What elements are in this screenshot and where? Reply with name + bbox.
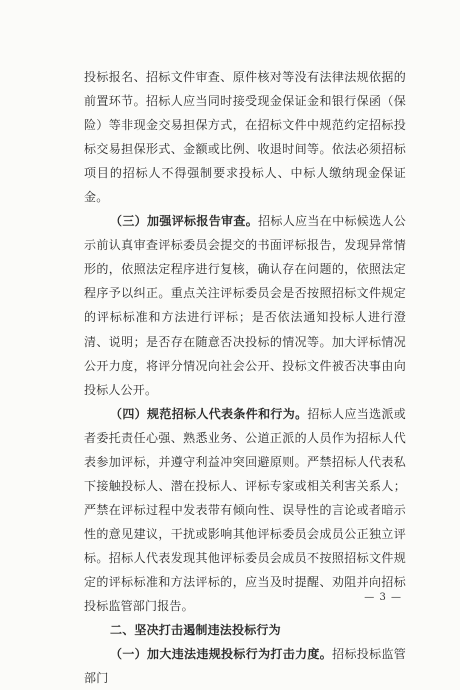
paragraph-1 — [84, 65, 406, 209]
paragraph-3-lead: （四）规范招标人代表条件和行为。 — [110, 406, 308, 421]
body-text — [84, 65, 406, 690]
paragraph-2-text: 招标人应当在中标候选人公示前认真审查评标委员会提交的书面评标报告，发现异常情形的，依照法定程序进行复核，确认存在问题的，依照法定程序予以纠正。重点关注评标委员会是否按照招标文件规定的评标标准和方法进行评标；是否依法通知投标人进行澄清、说明；是否存在随意否决投标的情况等。加大评标情况公开力度，将评分情况向社会公开、投标文件被否决事由向投标人公开。 — [84, 214, 407, 397]
paragraph-2 — [84, 209, 406, 401]
section-heading: 二、坚决打击遏制违法投标行为 — [110, 623, 281, 638]
paragraph-4 — [84, 642, 406, 690]
page-number: — 3 — — [364, 592, 402, 603]
paragraph-4-lead: （一）加大违法违规投标行为打击力度。 — [110, 647, 333, 662]
paragraph-1-text: 投标报名、招标文件审查、原件核对等没有法律法规依据的前置环节。招标人应当同时接受现金保证金和银行保函（保险）等非现金交易担保方式，在招标文件中规范约定招标投标交易担保形式、金额或比例、收退时间等。依法必须招标项目的招标人不得强制要求投标人、中标人缴纳现金保证金。 — [84, 70, 406, 205]
paragraph-4-text: 招标投标监管部门 — [84, 647, 407, 686]
paragraph-2-lead: （三）加强评标报告审查。 — [110, 214, 259, 229]
paragraph-3-text: 招标人应当选派或者委托责任心强、熟悉业务、公道正派的人员作为招标人代表参加评标，并遵守利益冲突回避原则。严禁招标人代表私下接触投标人、潜在投标人、评标专家或相关利害关系人；严禁在评标过程中发表带有倾向性、误导性的言论或者暗示性的意见建议，干扰或影响其他评标委员会成员公正独立评标。招标人代表发现其他评标委员会成员不按照招标文件规定的评标标准和方法评标的，应当及时提醒、劝阻并向招标投标监管部门报告。 — [84, 406, 406, 614]
paragraph-3 — [84, 402, 406, 618]
